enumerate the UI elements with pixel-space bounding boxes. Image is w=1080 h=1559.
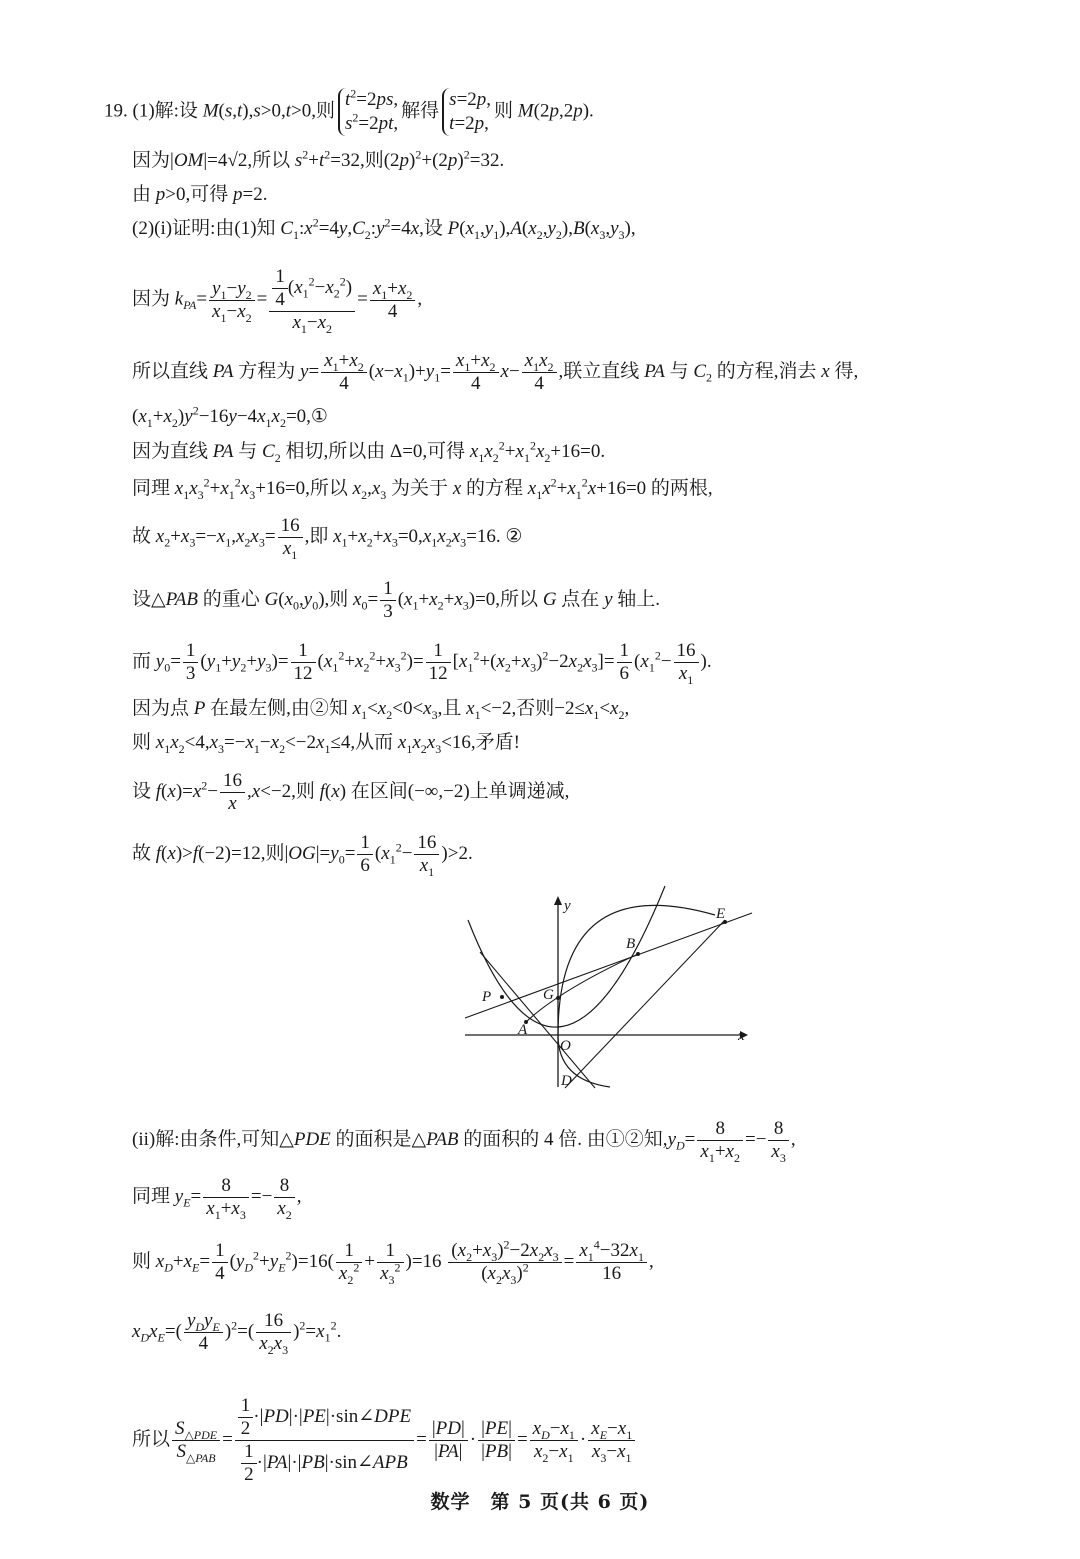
parabola-tangent-diagram [460, 880, 770, 1095]
solution-line-15: 设 $f(x)=x^2-$ $\frac{16}{x}$ ,x<−2,则 f(x) 在区间(−∞,−2)上单调递减, [132, 770, 570, 814]
label-e: E [716, 906, 726, 922]
solution-line-21: 所以 $\frac{S_{\triangle PDE}}{S_{\triangle PAB}}$ = $\frac{1}{2}$ ·|PD|·|PE|·sin∠DPE $\frac{1}{2}$ ·|PA|·|PB|·sin∠APB = $\frac{|PD|}{|PA|}$ · $\frac{|PE|}{|PB|}$ = $\frac{x_D-x_1}{x_2-x_1}$ · $\frac{x_E-x_1}{x_3-x_1}$ [132, 1395, 1040, 1486]
solution-line-9: 同理 $x_1x_3^2+x_1^2x_3+16=0$,所以 $x_2,x_3$ 为关于 x 的方程 $x_1x^2+x_1^2x+16=0$ 的两根, [132, 475, 713, 502]
solution-line-3: 由 p>0,可得 p=2. [132, 184, 268, 205]
solution-line-13: 因为点 P 在最左侧,由②知 $x_1<x_2<0<x_3$,且 $x_1<-2$,否则$-2\le x_1<x_2$, [132, 698, 630, 722]
point-g [556, 996, 560, 1000]
label-o: O [560, 1038, 571, 1054]
point-p [500, 995, 504, 999]
solution-line-8: 因为直线 PA 与 $C_2$ 相切,所以由 Δ=0,可得 $x_1x_2^2+x_1^2x_2+16=0$. [132, 438, 606, 465]
solution-line-18: 同理 $y_E=$ $\frac{8}{x_1+x_3}$ =− $\frac{8}{x_2}$ , [132, 1175, 302, 1222]
solution-line-4: (2)(i)证明:由(1)知 $C_1:x^2=4y,C_2:y^2=4x$,设 $P(x_1,y_1),A(x_2,y_2),B(x_3,y_3)$, [132, 215, 636, 242]
solution-line-16: 故 f(x)>f(−2)=12,则$|OG|=y_0=$ $\frac{1}{6}$ ($x_1^2-$ $\frac{16}{x_1}$ )>2. [132, 832, 473, 879]
y-axis-arrow-icon [554, 896, 562, 905]
solution-line-12: 而 $y_0=$ $\frac{1}{3}$ $(y_1+y_2+y_3)=$ $\frac{1}{12}$ $(x_1^2+x_2^2+x_3^2)=$ $\frac{1}{12}$ $[x_1^2+(x_2+x_3)^2-2x_2x_3]=$ $\frac{1}{6}$ ($x_1^2-$ $\frac{16}{x_1}$ ). [132, 640, 712, 687]
solution-line-1: 19. (1)解:设 M(s,t),s>0,t>0,则 $t^2=2ps$, $s^2=2pt$, 解得 s=2p, t=2p, 则 M(2p,2p). [104, 86, 594, 134]
solution-line-11: 设△PAB 的重心 $G(x_0,y_0)$,则 $x_0=$ $\frac{1}{3}$ $(x_1+x_2+x_3)=0$,所以 G 点在 y 轴上. [132, 578, 661, 622]
label-x: x [738, 1028, 745, 1044]
label-d: D [561, 1073, 572, 1089]
label-b: B [626, 936, 636, 952]
label-a: A [518, 1022, 528, 1038]
point-b [636, 952, 640, 956]
parabola-c2 [558, 905, 715, 1087]
solution-line-14: 则 $x_1x_2<4,x_3=-x_1-x_2<-2x_1\le 4$,从而 $x_1x_2x_3<16$,矛盾! [132, 732, 520, 756]
label-p: P [482, 989, 492, 1005]
solution-line-17: (ii)解:由条件,可知△PDE 的面积是△PAB 的面积的 4 倍. 由①②知$,y_D=$ $\frac{8}{x_1+x_2}$ =− $\frac{8}{x_3}$ , [132, 1118, 796, 1165]
solution-line-19: 则 $x_D+x_E=$ $\frac{1}{4}$ $(y_D^2+y_E^2)=16$( $\frac{1}{x_2^2}$ + $\frac{1}{x_3^2}$ )=16 $\frac{(x_2+x_3)^2-2x_2x_3}{(x_2x_3)^2}$ = $\frac{x_1^4-32x_1}{16}$ , [132, 1237, 654, 1287]
line-de [565, 920, 725, 1088]
solution-line-2: 因为|OM|=4√2,所以 $s^2+t^2=32$,则$(2p)^2+(2p)^2=32$. [132, 147, 505, 171]
solution-line-7: $(x_1+x_2)y^2-16y-4x_1x_2=0,①$ [132, 403, 328, 430]
line-pd [480, 952, 595, 1088]
geometry-figure [460, 880, 770, 1095]
label-y: y [564, 898, 571, 914]
page-footer: 数学 第 5 页(共 6 页) [430, 1491, 650, 1513]
solution-line-20: $x_Dx_E=$( $\frac{y_Dy_E}{4}$ )$^2$=( $\frac{16}{x_2x_3}$ )$^2=x_1^2$. [132, 1310, 342, 1357]
line-pe [465, 913, 752, 1018]
label-g: G [543, 987, 554, 1003]
solution-line-5: 因为 $k_{PA}=$ $\frac{y_1-y_2}{x_1-x_2}$ = $\frac{1}{4}$ $(x_1^2-x_2^2)$ $x_1-x_2$ = $\frac{x_1+x_2}{4}$ , [132, 266, 423, 336]
solution-line-6: 所以直线 PA 方程为 y= $\frac{x_1+x_2}{4}$ $(x-x_1)+y_1=$ $\frac{x_1+x_2}{4}$ x− $\frac{x_1x_2}{4}$ ,联立直线 PA 与 $C_2$ 的方程,消去 x 得, [132, 350, 859, 394]
solution-line-10: 故 $x_2+x_3=-x_1,x_2x_3=$ $\frac{16}{x_1}$ ,即 $x_1+x_2+x_3=0,x_1x_2x_3=16$. ② [132, 515, 523, 562]
